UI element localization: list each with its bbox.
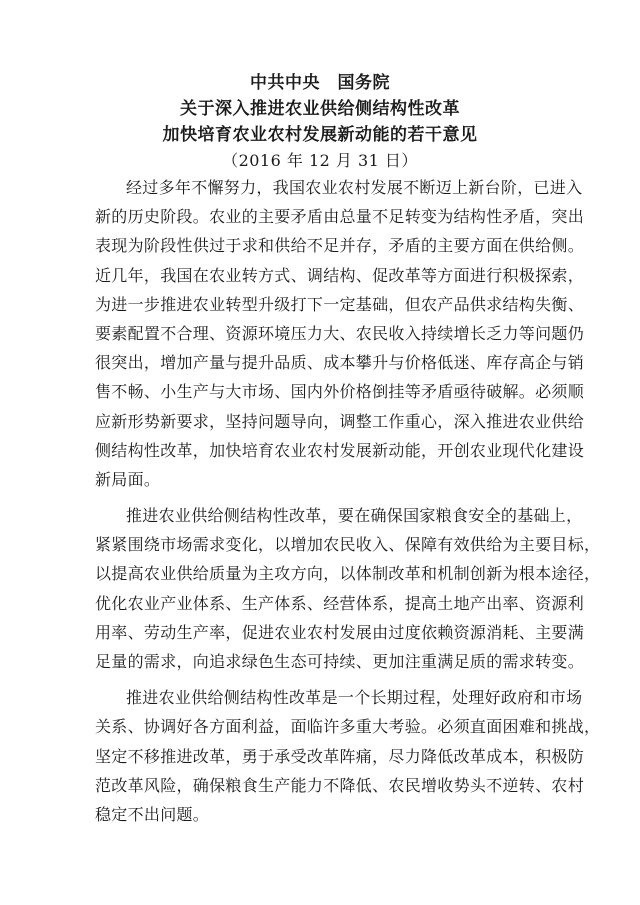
paragraph-line: 用率、劳动生产率，促进农业农村发展由过度依赖资源消耗、主要满 [95,622,585,642]
paragraph-line: 新的历史阶段。农业的主要矛盾由总量不足转变为结构性矛盾，突出 [95,207,585,227]
paragraph-spacer [95,676,547,683]
paragraph-spacer [95,494,547,501]
paragraph-line: 推进农业供给侧结构性改革是一个长期过程，处理好政府和市场 [126,688,583,708]
document-date: （2016 年 12 月 31 日） [222,151,418,170]
paragraph-line: 应新形势新要求，坚持问题导向，调整工作重心，深入推进农业供给 [95,411,585,431]
paragraph-line: 售不畅、小生产与大市场、国内外价格倒挂等矛盾亟待破解。必须顺 [95,382,585,402]
paragraph-line: 紧紧围绕市场需求变化，以增加农民收入、保障有效供给为主要目标， [95,535,601,555]
paragraph-line: 坚定不移推进改革，勇于承受改革阵痛，尽力降低改革成本，积极防 [95,746,585,766]
paragraph-line: 为进一步推进农业转型升级打下一定基础，但农产品供求结构失衡、 [95,294,585,314]
paragraph-line: 新局面。 [95,469,161,489]
paragraph-line: 以提高农业供给质量为主攻方向，以体制改革和机制创新为根本途径， [95,564,601,584]
paragraph-line: 很突出，增加产量与提升品质、成本攀升与价格低迷、库存高企与销 [95,353,585,373]
issuer-line: 中共中央 国务院 [250,73,390,93]
paragraph-2 [95,501,601,676]
title-line-1: 关于深入推进农业供给侧结构性改革 [180,99,460,119]
paragraph-line: 足量的需求，向追求绿色生态可持续、更加注重满足质的需求转变。 [95,652,585,671]
paragraph-line: 关系、协调好各方面利益，面临许多重大考验。必须直面困难和挑战， [95,717,601,737]
paragraph-line: 要素配置不合理、资源环境压力大、农民收入持续增长乏力等问题仍 [95,323,585,343]
paragraph-line: 侧结构性改革，加快培育农业农村发展新动能，开创农业现代化建设 [95,440,585,460]
paragraph-3 [95,683,601,829]
title-line-2: 加快培育农业农村发展新动能的若干意见 [162,125,478,145]
paragraph-line: 推进农业供给侧结构性改革，要在确保国家粮食安全的基础上， [126,506,583,526]
paragraph-line: 稳定不出问题。 [95,804,210,824]
paragraph-line: 经过多年不懈努力，我国农业农村发展不断迈上新台阶，已进入 [126,178,583,197]
paragraph-line: 范改革风险，确保粮食生产能力不降低、农民增收势头不逆转、农村 [95,775,585,795]
paragraph-line: 近几年，我国在农业转方式、调结构、促改革等方面进行积极探索， [95,265,585,285]
paragraph-line: 表现为阶段性供过于求和供给不足并存，矛盾的主要方面在供给侧。 [95,236,585,256]
paragraph-1 [95,173,585,494]
document-header [0,70,640,174]
document-body [95,173,601,829]
paragraph-line: 优化农业产业体系、生产体系、经营体系，提高土地产出率、资源利 [95,593,585,613]
